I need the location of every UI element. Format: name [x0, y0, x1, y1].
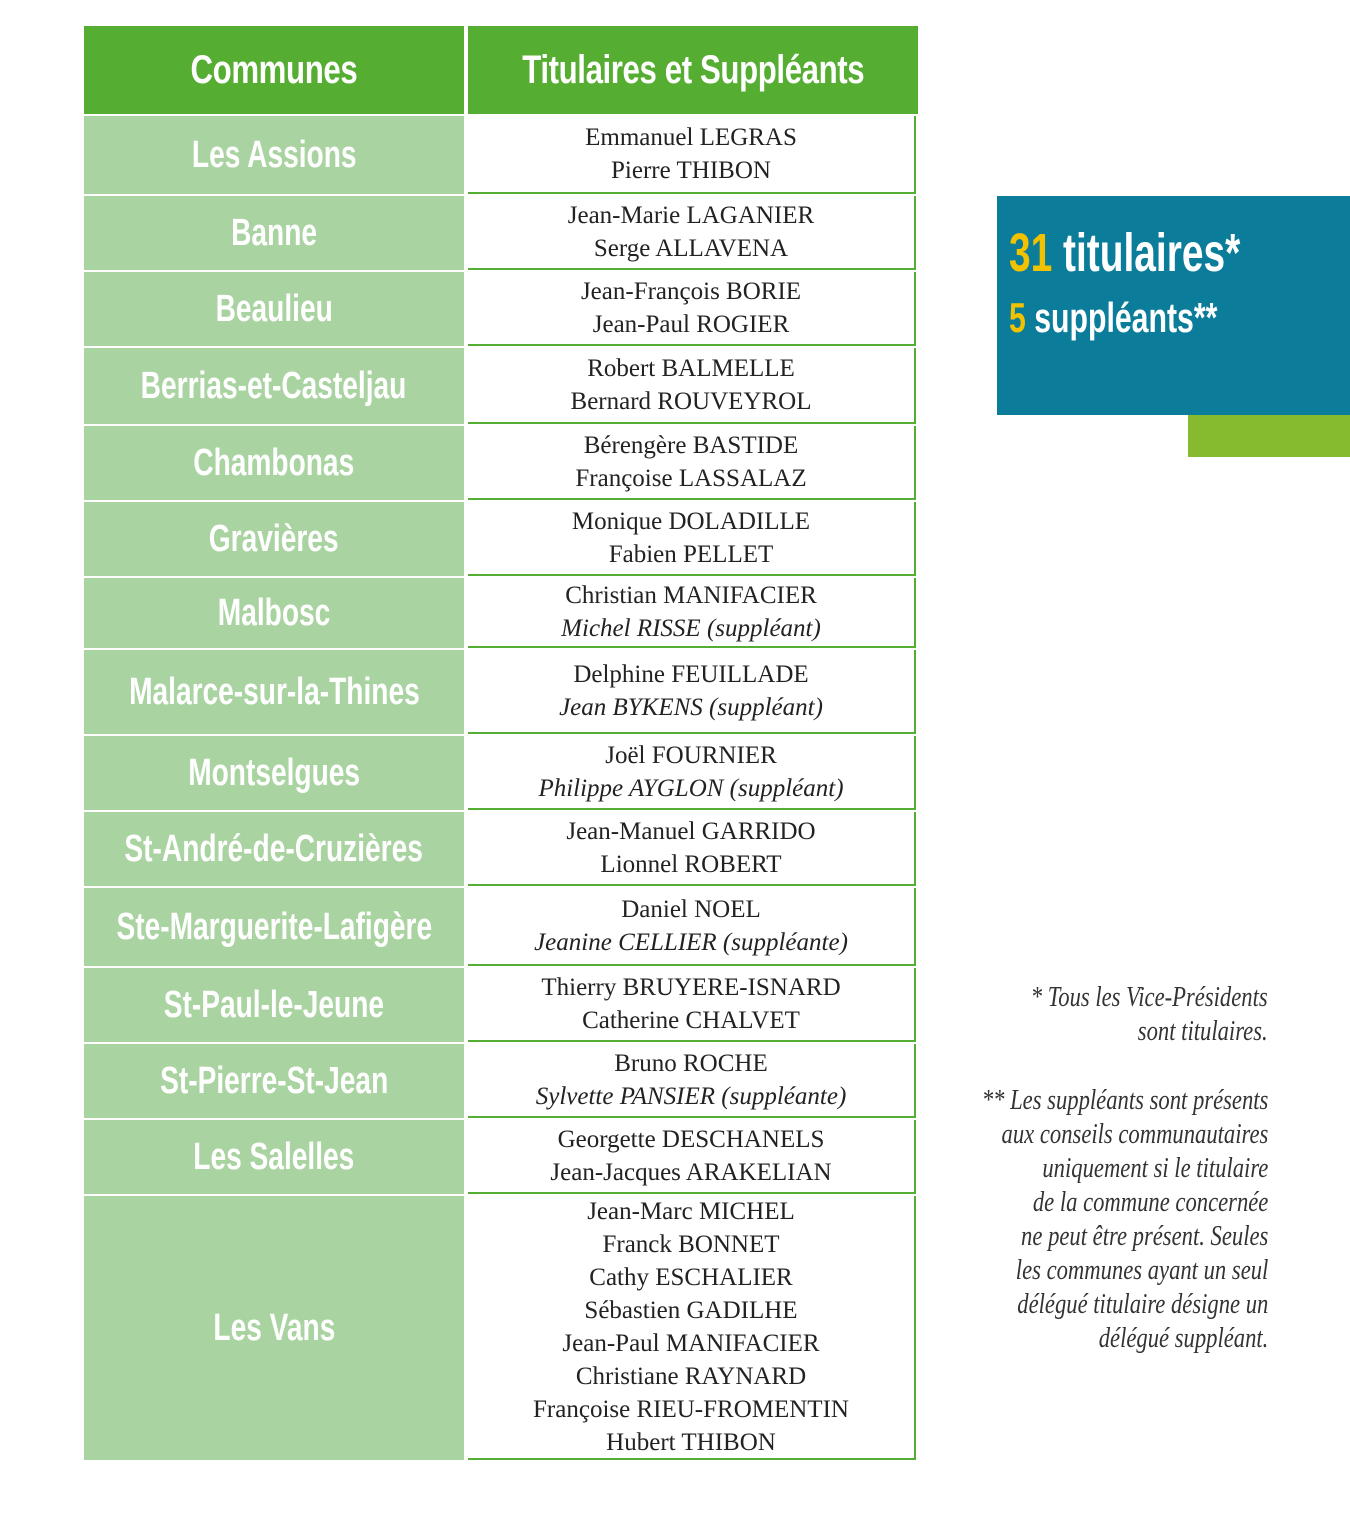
stats-box	[997, 196, 1350, 415]
delegates-cell	[468, 578, 916, 648]
suppleant-name: Philippe AYGLON (suppléant)	[538, 775, 844, 802]
suppleant-name: Michel RISSE (suppléant)	[561, 615, 821, 642]
delegate-name: Jean-Paul MANIFACIER	[562, 1330, 820, 1357]
note-line: ** Les suppléants sont présents	[981, 1084, 1268, 1116]
commune-cell	[84, 812, 464, 886]
titulaires-count: 31	[1009, 223, 1053, 283]
commune-cell	[84, 650, 464, 734]
delegate-name: Catherine CHALVET	[582, 1007, 800, 1034]
table-row	[84, 426, 918, 500]
note-vice-presidents	[848, 980, 1268, 1048]
delegates-cell	[468, 196, 916, 270]
table-row	[84, 502, 918, 576]
commune-name: Malbosc	[217, 591, 331, 634]
commune-name: Beaulieu	[215, 287, 333, 330]
delegate-name: Cathy ESCHALIER	[589, 1264, 793, 1291]
table-row	[84, 196, 918, 270]
commune-cell	[84, 272, 464, 346]
table-header	[84, 26, 918, 114]
note-line: délégué suppléant.	[1098, 1322, 1268, 1354]
delegate-name: Georgette DESCHANELS	[557, 1126, 825, 1153]
header-titulaires-cell	[468, 26, 918, 114]
commune-cell	[84, 196, 464, 270]
delegate-name: Robert BALMELLE	[587, 355, 795, 382]
table-row	[84, 578, 918, 648]
table-row	[84, 968, 918, 1042]
commune-name: Gravières	[209, 517, 339, 560]
suppleant-name: Jean BYKENS (suppléant)	[559, 694, 823, 721]
note-suppleants	[848, 1083, 1268, 1355]
note-line: délégué titulaire désigne un	[1016, 1288, 1268, 1320]
delegate-name: Jean-Jacques ARAKELIAN	[550, 1159, 832, 1186]
table-row	[84, 650, 918, 734]
commune-name: Banne	[231, 211, 317, 254]
table-row	[84, 736, 918, 810]
delegates-cell	[468, 116, 916, 194]
note-line: sont titulaires.	[1138, 1015, 1268, 1047]
delegates-cell	[468, 650, 916, 734]
commune-cell	[84, 888, 464, 966]
note-line: de la commune concernée	[1032, 1186, 1268, 1218]
table-row	[84, 348, 918, 424]
commune-name: St-Pierre-St-Jean	[159, 1059, 389, 1102]
commune-cell	[84, 968, 464, 1042]
suppleant-name: Jeanine CELLIER (suppléante)	[534, 929, 848, 956]
header-communes: Communes	[190, 47, 358, 92]
delegate-name: Christian MANIFACIER	[565, 582, 817, 609]
delegate-name: Serge ALLAVENA	[593, 235, 789, 262]
delegate-name: Thierry BRUYERE-ISNARD	[541, 974, 841, 1001]
table-row	[84, 1120, 918, 1194]
header-communes-cell	[84, 26, 464, 114]
commune-cell	[84, 1120, 464, 1194]
commune-cell	[84, 348, 464, 424]
note-line: ne peut être présent. Seules	[1020, 1220, 1268, 1252]
commune-cell	[84, 736, 464, 810]
delegate-name: Jean-François BORIE	[580, 278, 802, 305]
note-line: uniquement si le titulaire	[1042, 1152, 1268, 1184]
commune-cell	[84, 116, 464, 194]
commune-name: Les Vans	[213, 1306, 335, 1349]
delegates-table	[84, 26, 918, 1462]
note-line: les communes ayant un seul	[1015, 1254, 1268, 1286]
delegate-name: Pierre THIBON	[611, 157, 771, 184]
table-body	[84, 116, 918, 1460]
delegate-name: Fabien PELLET	[608, 541, 774, 568]
suppleant-name: Sylvette PANSIER (suppléante)	[535, 1083, 847, 1110]
commune-name: Malarce-sur-la-Thines	[128, 670, 420, 713]
delegate-name: Monique DOLADILLE	[571, 508, 811, 535]
commune-name: Montselgues	[188, 751, 360, 794]
delegate-name: Christiane RAYNARD	[575, 1363, 807, 1390]
suppleants-stat	[1009, 294, 1217, 342]
delegates-cell	[468, 888, 916, 966]
table-row	[84, 116, 918, 194]
titulaires-label: titulaires*	[1052, 223, 1241, 283]
table-row	[84, 1196, 918, 1460]
titulaires-stat	[1009, 222, 1240, 284]
delegate-name: Daniel NOEL	[621, 896, 761, 923]
delegate-name: Lionnel ROBERT	[600, 851, 782, 878]
note-line: aux conseils communautaires	[1001, 1118, 1268, 1150]
commune-name: Chambonas	[193, 441, 355, 484]
suppleants-count: 5	[1009, 294, 1026, 341]
delegate-name: Bernard ROUVEYROL	[570, 388, 812, 415]
delegate-name: Sébastien GADILHE	[584, 1297, 798, 1324]
delegate-name: Joël FOURNIER	[605, 742, 777, 769]
header-titulaires: Titulaires et Suppléants	[521, 47, 865, 92]
delegates-cell	[468, 426, 916, 500]
commune-cell	[84, 1044, 464, 1118]
commune-cell	[84, 426, 464, 500]
delegate-name: Bruno ROCHE	[614, 1050, 768, 1077]
accent-bar	[1188, 415, 1350, 457]
commune-cell	[84, 502, 464, 576]
delegate-name: Françoise RIEU-FROMENTIN	[533, 1396, 849, 1423]
delegates-cell	[468, 812, 916, 886]
table-row	[84, 1044, 918, 1118]
commune-name: St-Paul-le-Jeune	[163, 983, 385, 1026]
note-line: * Tous les Vice-Présidents	[1031, 981, 1268, 1013]
delegates-cell	[468, 502, 916, 576]
delegate-name: Hubert THIBON	[606, 1429, 776, 1456]
commune-name: Les Assions	[191, 133, 357, 176]
delegates-cell	[468, 736, 916, 810]
delegate-name: Bérengère BASTIDE	[583, 432, 799, 459]
delegate-name: Franck BONNET	[602, 1231, 780, 1258]
delegates-cell	[468, 348, 916, 424]
table-row	[84, 812, 918, 886]
commune-name: Les Salelles	[193, 1135, 355, 1178]
table-row	[84, 888, 918, 966]
commune-cell	[84, 1196, 464, 1460]
delegate-name: Emmanuel LEGRAS	[585, 124, 797, 151]
delegate-name: Jean-Marie LAGANIER	[567, 202, 815, 229]
table-row	[84, 272, 918, 346]
commune-name: Ste-Marguerite-Lafigère	[116, 905, 432, 948]
delegate-name: Françoise LASSALAZ	[575, 465, 807, 492]
commune-cell	[84, 578, 464, 648]
delegate-name: Jean-Manuel GARRIDO	[566, 818, 816, 845]
delegates-cell	[468, 272, 916, 346]
delegate-name: Delphine FEUILLADE	[573, 661, 809, 688]
commune-name: Berrias-et-Casteljau	[141, 364, 407, 407]
suppleants-label: suppléants**	[1025, 294, 1218, 341]
delegate-name: Jean-Marc MICHEL	[587, 1198, 795, 1225]
commune-name: St-André-de-Cruzières	[124, 827, 424, 870]
delegate-name: Jean-Paul ROGIER	[592, 311, 790, 338]
